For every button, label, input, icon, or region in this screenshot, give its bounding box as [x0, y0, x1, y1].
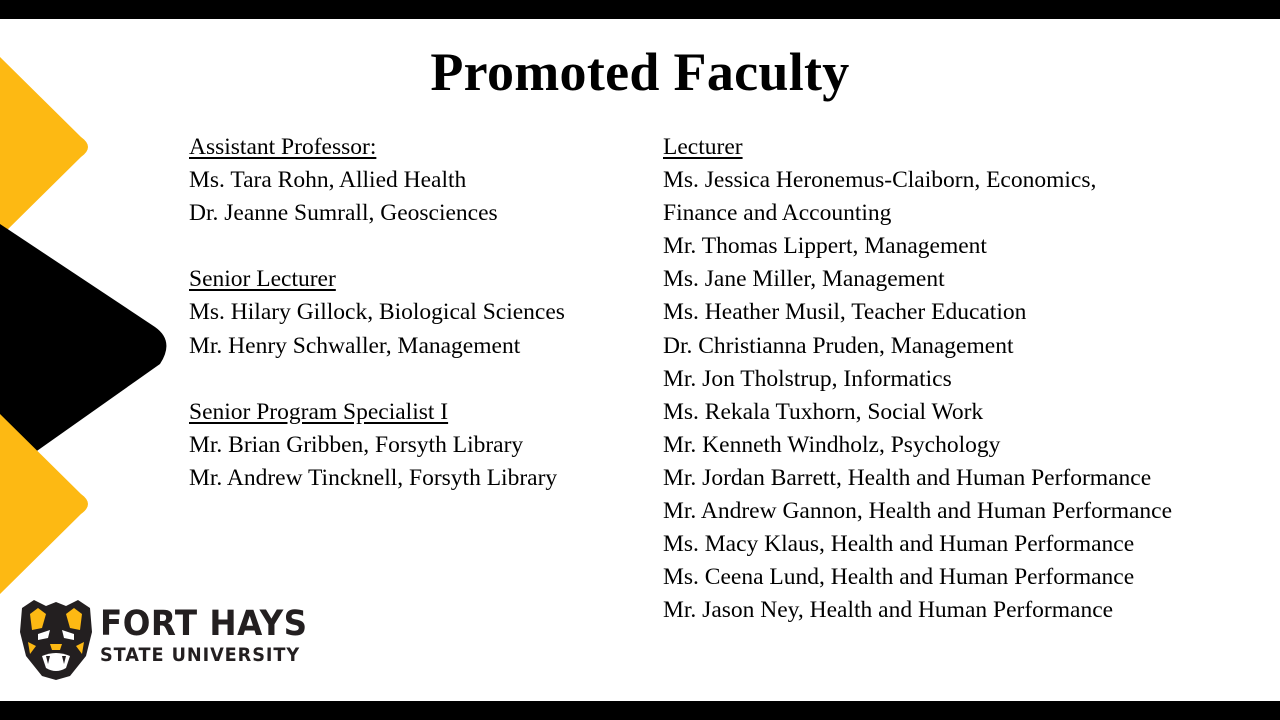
- list-item: Ms. Rekala Tuxhorn, Social Work: [663, 398, 984, 425]
- list-item: Ms. Tara Rohn, Allied Health: [189, 167, 467, 194]
- university-logo: [16, 598, 356, 682]
- spacer: [189, 363, 565, 396]
- tiger-mascot-icon: [16, 598, 96, 682]
- section-heading-senior-program-specialist: Senior Program Specialist I: [189, 398, 449, 425]
- list-item: Mr. Henry Schwaller, Management: [189, 332, 521, 359]
- list-item: Mr. Jason Ney, Health and Human Performance: [663, 597, 1114, 624]
- list-item: Mr. Jon Tholstrup, Informatics: [663, 365, 952, 392]
- section-heading-senior-lecturer: Senior Lecturer: [189, 266, 336, 293]
- list-item: Finance and Accounting: [663, 200, 892, 227]
- right-column: [663, 131, 1172, 627]
- list-item: Ms. Jane Miller, Management: [663, 266, 945, 293]
- list-item: Dr. Christianna Pruden, Management: [663, 332, 1014, 359]
- list-item: Mr. Jordan Barrett, Health and Human Performance: [663, 464, 1152, 491]
- list-item: Ms. Hilary Gillock, Biological Sciences: [189, 299, 565, 326]
- logo-wordmark-line2: STATE UNIVERSITY: [100, 644, 301, 666]
- page-title: Promoted Faculty: [430, 42, 850, 102]
- logo-wordmark-line1: FORT HAYS: [100, 604, 308, 644]
- list-item: Dr. Jeanne Sumrall, Geosciences: [189, 200, 498, 227]
- list-item: Mr. Andrew Tincknell, Forsyth Library: [189, 464, 558, 491]
- slide: [0, 19, 1280, 701]
- list-item: Mr. Kenneth Windholz, Psychology: [663, 431, 1001, 458]
- list-item: Ms. Macy Klaus, Health and Human Performance: [663, 531, 1135, 558]
- list-item: Mr. Andrew Gannon, Health and Human Performance: [663, 498, 1173, 525]
- list-item: Ms. Ceena Lund, Health and Human Performance: [663, 564, 1135, 591]
- list-item: Ms. Jessica Heronemus-Claiborn, Economics,: [663, 167, 1097, 194]
- section-heading-lecturer: Lecturer: [663, 134, 743, 160]
- section-heading-assistant-professor: Assistant Professor:: [189, 134, 377, 160]
- spacer: [189, 230, 565, 263]
- list-item: Ms. Heather Musil, Teacher Education: [663, 299, 1027, 326]
- left-column: [189, 131, 565, 495]
- list-item: Mr. Brian Gribben, Forsyth Library: [189, 431, 524, 458]
- list-item: Mr. Thomas Lippert, Management: [663, 233, 987, 260]
